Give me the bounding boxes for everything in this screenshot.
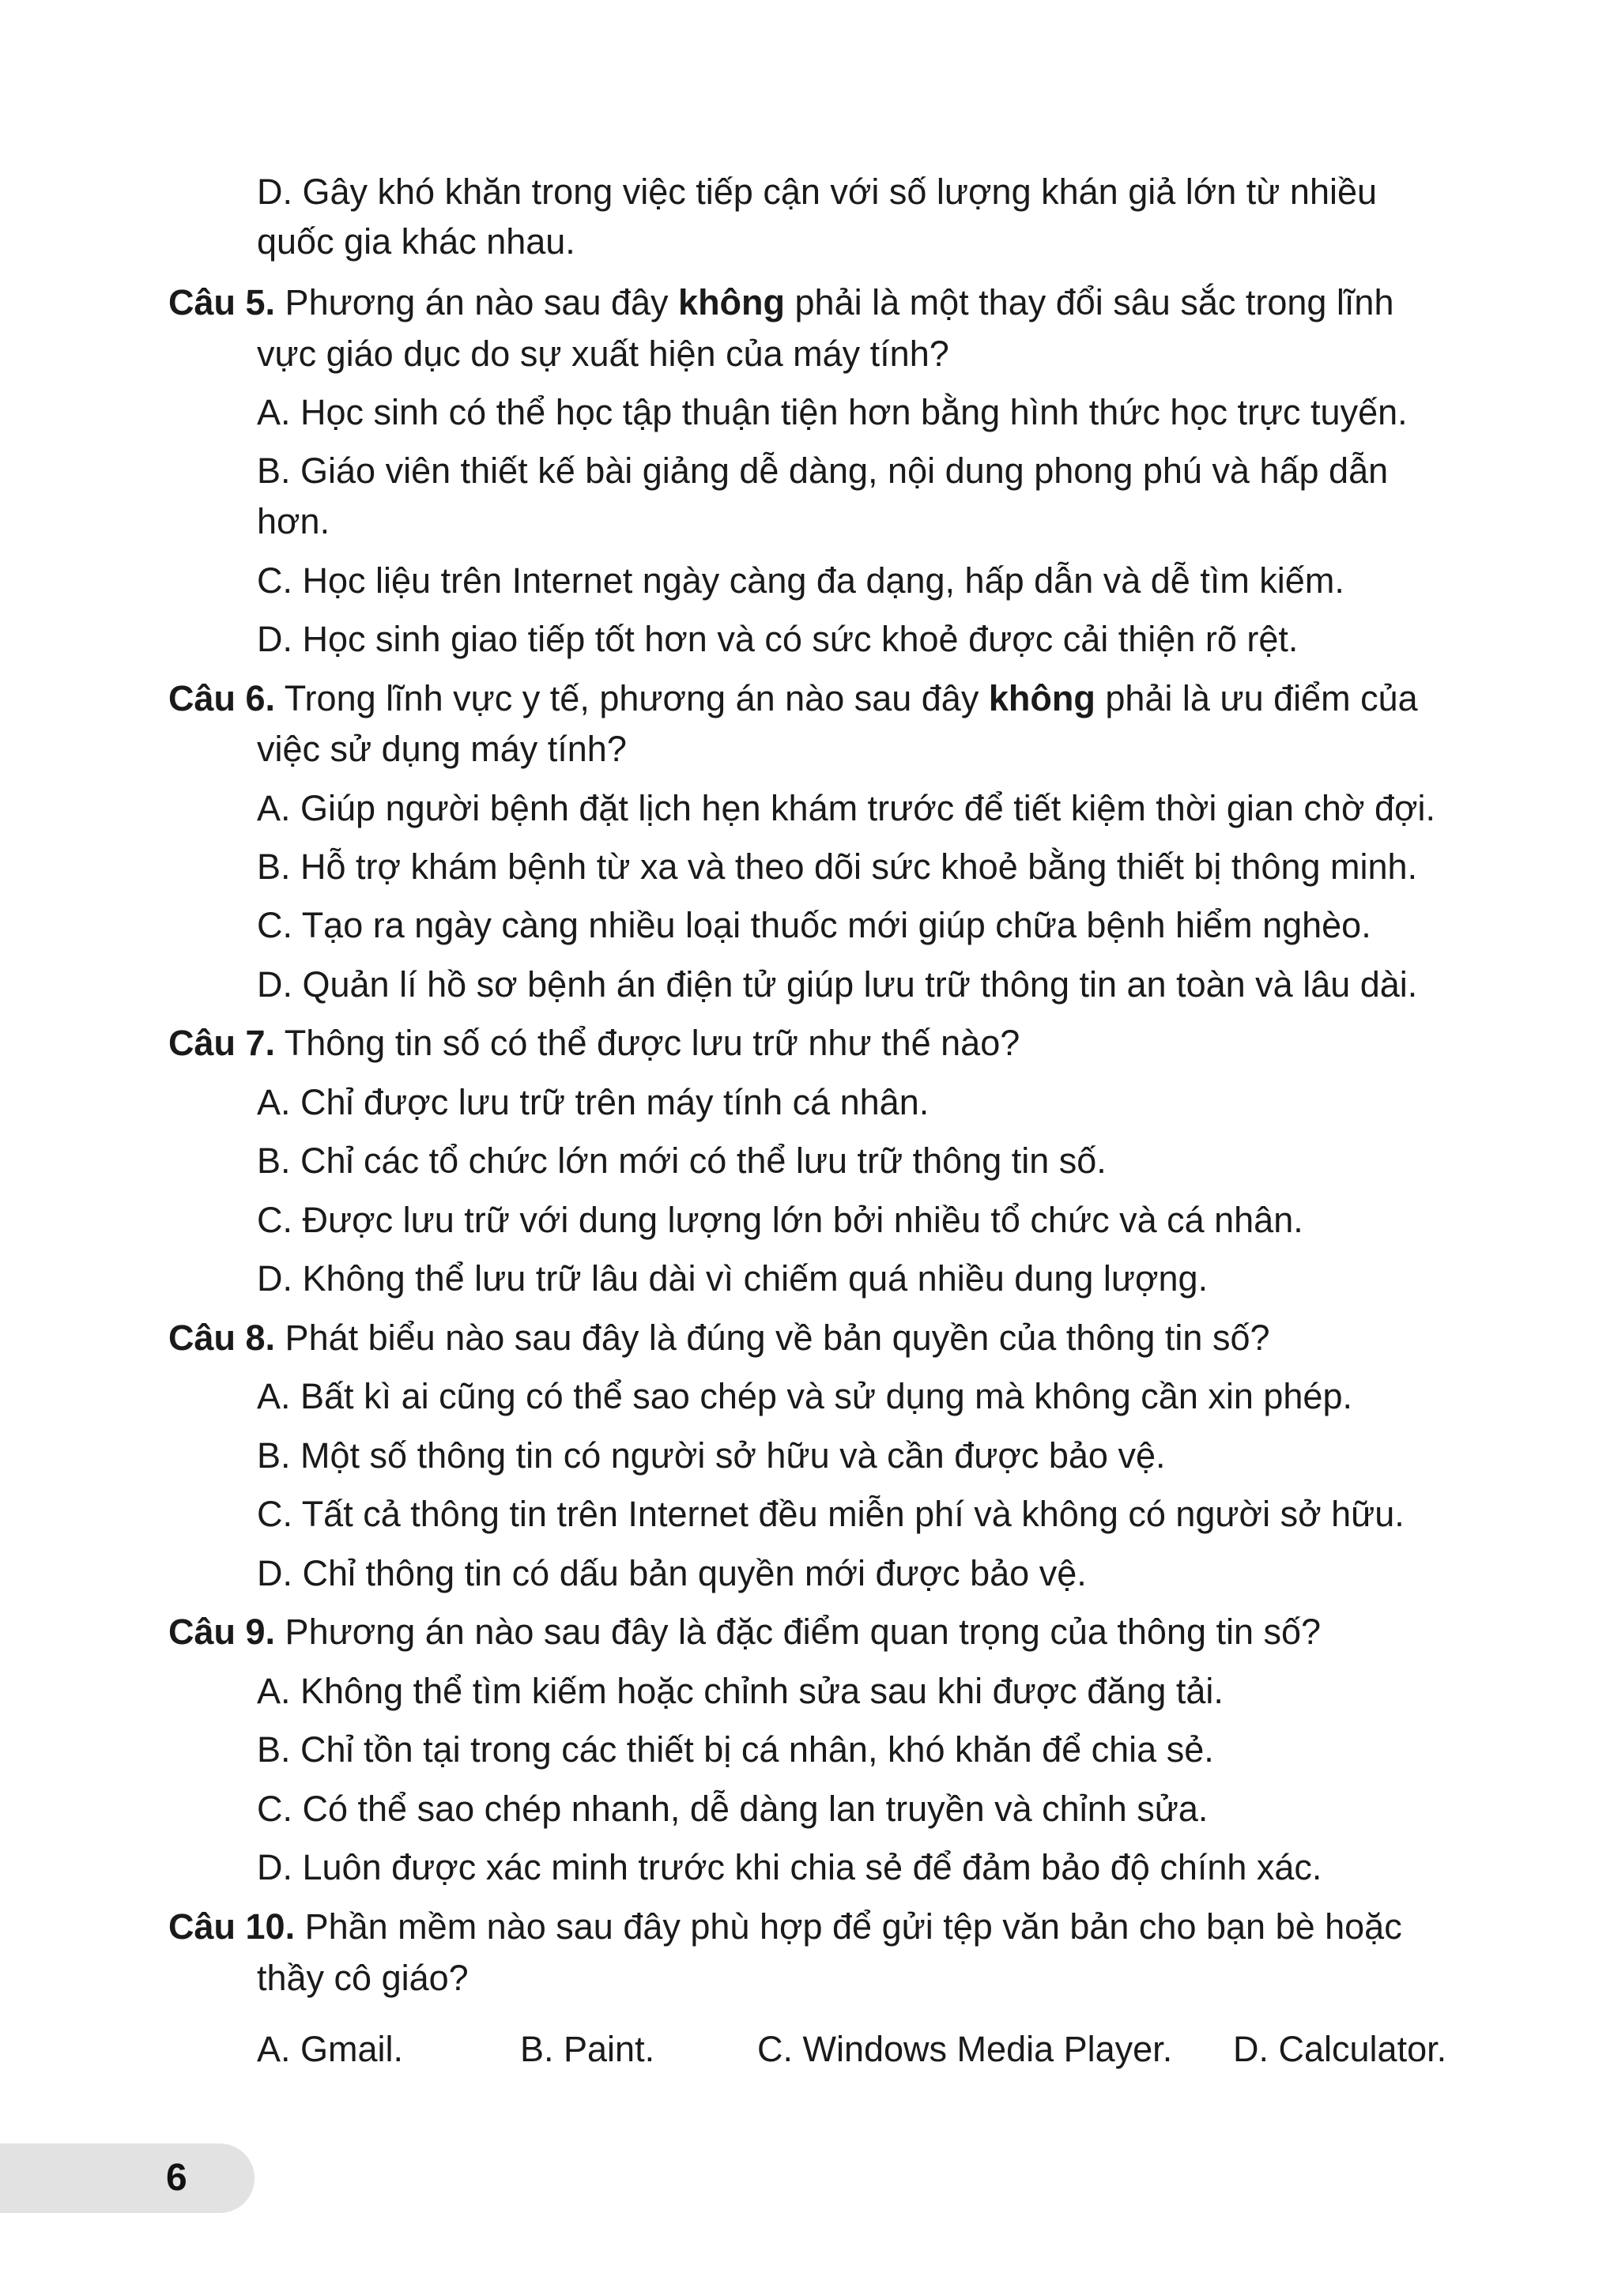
page-number-tab [0, 2143, 255, 2213]
question-label: Câu 9. [168, 1612, 276, 1652]
question-5-stem [168, 281, 1393, 325]
question-5-option-c: C. Học liệu trên Internet ngày càng đa dạng, hấp dẫn và dễ tìm kiếm. [257, 560, 1344, 601]
question-9-option-d: D. Luôn được xác minh trước khi chia sẻ để đảm bảo độ chính xác. [257, 1847, 1322, 1887]
question-text: phải là một thay đổi sâu sắc trong lĩnh [785, 282, 1394, 322]
option-d-continued-line1: D. Gây khó khăn trong việc tiếp cận với số lượng khán giả lớn từ nhiều [257, 172, 1378, 212]
question-label: Câu 6. [168, 678, 276, 718]
question-7-option-c: C. Được lưu trữ với dung lượng lớn bởi nhiều tổ chức và cá nhân. [257, 1200, 1303, 1240]
question-5-option-b-cont: hơn. [257, 501, 330, 541]
question-label: Câu 7. [168, 1023, 276, 1063]
question-label: Câu 10. [168, 1906, 296, 1947]
question-6-stem [168, 677, 1418, 721]
question-6-stem-line2: việc sử dụng máy tính? [257, 729, 627, 769]
question-8-option-d: D. Chỉ thông tin có dấu bản quyền mới được bảo vệ. [257, 1553, 1087, 1593]
question-8-option-c: C. Tất cả thông tin trên Internet đều miễn phí và không có người sở hữu. [257, 1494, 1405, 1534]
question-5-option-b: B. Giáo viên thiết kế bài giảng dễ dàng, nội dung phong phú và hấp dẫn [257, 451, 1389, 491]
question-10-option-d: D. Calculator. [1233, 2029, 1447, 2069]
question-text: Phương án nào sau đây [275, 282, 679, 322]
question-6-option-a: A. Giúp người bệnh đặt lịch hẹn khám trước để tiết kiệm thời gian chờ đợi. [257, 788, 1435, 828]
question-keyword: không [988, 678, 1095, 718]
question-6-option-d: D. Quản lí hồ sơ bệnh án điện tử giúp lưu trữ thông tin an toàn và lâu dài. [257, 964, 1418, 1005]
question-8-option-a: A. Bất kì ai cũng có thể sao chép và sử dụng mà không cần xin phép. [257, 1376, 1352, 1416]
question-7-option-a: A. Chỉ được lưu trữ trên máy tính cá nhân. [257, 1082, 930, 1122]
question-text: Phần mềm nào sau đây phù hợp để gửi tệp văn bản cho bạn bè hoặc [295, 1906, 1402, 1947]
question-9-option-c: C. Có thể sao chép nhanh, dễ dàng lan truyền và chỉnh sửa. [257, 1789, 1209, 1829]
page-number: 6 [166, 2157, 187, 2199]
question-5-stem-line2: vực giáo dục do sự xuất hiện của máy tính? [257, 334, 949, 374]
question-keyword: không [678, 282, 786, 322]
option-d-continued-line2: quốc gia khác nhau. [257, 221, 575, 262]
question-7-option-d: D. Không thể lưu trữ lâu dài vì chiếm quá nhiều dung lượng. [257, 1258, 1209, 1299]
question-label: Câu 5. [168, 282, 276, 322]
question-9-option-a: A. Không thể tìm kiếm hoặc chỉnh sửa sau khi được đăng tải. [257, 1671, 1224, 1711]
question-text: Trong lĩnh vực y tế, phương án nào sau đây [275, 678, 989, 718]
question-5-option-d: D. Học sinh giao tiếp tốt hơn và có sức khoẻ được cải thiện rõ rệt. [257, 619, 1299, 659]
question-10-stem [168, 1905, 1402, 1949]
question-5-option-a: A. Học sinh có thể học tập thuận tiện hơn bằng hình thức học trực tuyến. [257, 392, 1408, 432]
question-text: phải là ưu điểm của [1095, 678, 1418, 718]
question-9-stem [168, 1610, 1321, 1654]
question-7-option-b: B. Chỉ các tổ chức lớn mới có thể lưu trữ thông tin số. [257, 1140, 1107, 1181]
question-10-option-c: C. Windows Media Player. [757, 2029, 1173, 2069]
question-8-option-b: B. Một số thông tin có người sở hữu và cần được bảo vệ. [257, 1435, 1166, 1476]
question-7-stem [168, 1021, 1020, 1065]
question-10-option-a: A. Gmail. [257, 2029, 404, 2069]
question-label: Câu 8. [168, 1318, 276, 1358]
question-8-stem [168, 1316, 1270, 1360]
question-text: Phát biểu nào sau đây là đúng về bản quyền của thông tin số? [275, 1318, 1270, 1358]
question-6-option-c: C. Tạo ra ngày càng nhiều loại thuốc mới giúp chữa bệnh hiểm nghèo. [257, 905, 1371, 945]
question-9-option-b: B. Chỉ tồn tại trong các thiết bị cá nhân, khó khăn để chia sẻ. [257, 1729, 1214, 1770]
question-6-option-b: B. Hỗ trợ khám bệnh từ xa và theo dõi sức khoẻ bằng thiết bị thông minh. [257, 846, 1418, 887]
question-10-option-b: B. Paint. [520, 2029, 655, 2069]
question-text: Phương án nào sau đây là đặc điểm quan trọng của thông tin số? [275, 1612, 1322, 1652]
question-text: Thông tin số có thể được lưu trữ như thế nào? [275, 1023, 1020, 1063]
question-10-stem-line2: thầy cô giáo? [257, 1958, 469, 1998]
